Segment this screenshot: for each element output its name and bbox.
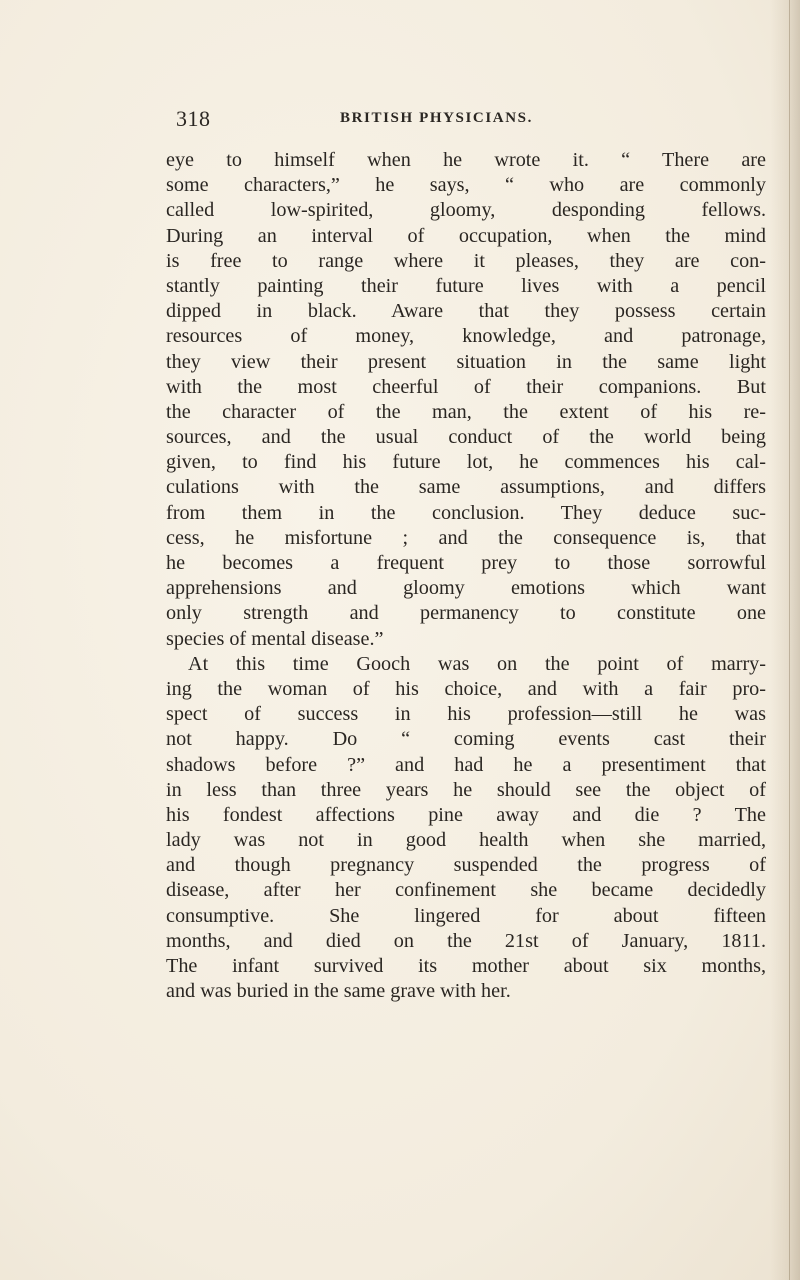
text-line: is free to range where it pleases, they are con- (166, 249, 766, 272)
text-line: disease, after her confinement she became decidedly (166, 879, 766, 902)
text-line: apprehensions and gloomy emotions which want (166, 577, 766, 600)
body-text (166, 148, 766, 1004)
text-line: some characters,” he says, “ who are commonly (166, 174, 766, 197)
text-line: sources, and the usual conduct of the world being (166, 426, 766, 449)
text-line: not happy. Do “ coming events cast their (166, 728, 766, 751)
text-line: ing the woman of his choice, and with a fair pro- (166, 677, 766, 700)
text-line: and though pregnancy suspended the progress of (166, 854, 766, 877)
paragraph-start-line: At this time Gooch was on the point of marry- (188, 652, 766, 675)
page-edge-shadow (770, 0, 800, 1280)
text-line: given, to find his future lot, he commences his cal- (166, 451, 766, 474)
text-line: consumptive. She lingered for about fifteen (166, 904, 766, 927)
text-line: lady was not in good health when she married, (166, 829, 766, 852)
page-edge-line (789, 0, 790, 1280)
running-head: BRITISH PHYSICIANS. (340, 110, 533, 126)
text-line: The infant survived its mother about six months, (166, 955, 766, 977)
text-line: from them in the conclusion. They deduce suc- (166, 501, 766, 524)
text-line: spect of success in his profession—still he was (166, 703, 766, 726)
text-line: only strength and permanency to constitute one (166, 602, 766, 625)
text-line: eye to himself when he wrote it. “ There are (166, 149, 766, 171)
text-line: in less than three years he should see the object of (166, 778, 766, 801)
text-line: they view their present situation in the same light (166, 350, 766, 373)
text-line: cess, he misfortune ; and the consequence is, that (166, 526, 766, 549)
text-line: shadows before ?” and had he a presentiment that (166, 753, 766, 776)
text-line: dipped in black. Aware that they possess certain (166, 300, 766, 323)
text-line: culations with the same assumptions, and differs (166, 476, 766, 499)
page-header (176, 106, 596, 136)
text-line: called low-spirited, gloomy, desponding fellows. (166, 199, 766, 222)
text-line: with the most cheerful of their companions. But (166, 375, 766, 398)
text-line: resources of money, knowledge, and patronage, (166, 325, 766, 348)
text-line: and was buried in the same grave with her. (166, 980, 511, 1003)
page-number: 318 (176, 106, 211, 131)
text-line: he becomes a frequent prey to those sorrowful (166, 552, 766, 574)
text-line: his fondest affections pine away and die ? The (166, 803, 766, 826)
text-line: stantly painting their future lives with a pencil (166, 274, 766, 297)
text-line: the character of the man, the extent of his re- (166, 400, 766, 423)
text-line: species of mental disease.” (166, 627, 384, 650)
text-line: months, and died on the 21st of January, 1811. (166, 929, 766, 952)
text-line: During an interval of occupation, when the mind (166, 224, 766, 247)
